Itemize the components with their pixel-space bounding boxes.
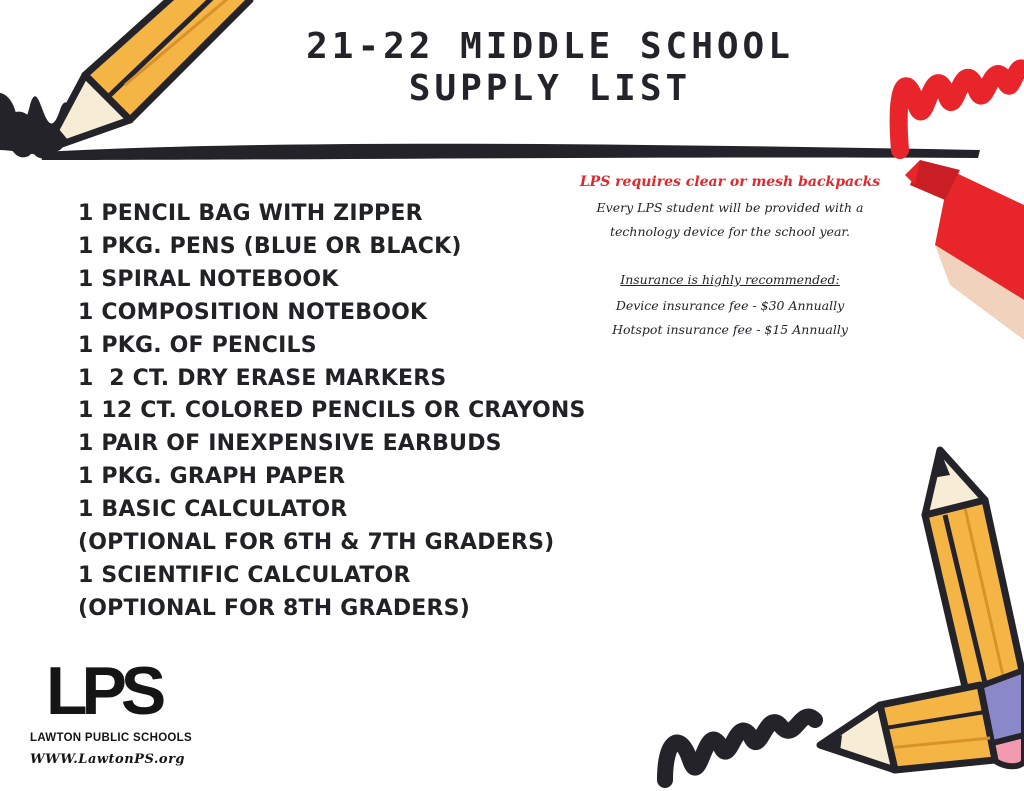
list-item: (OPTIONAL FOR 8TH GRADERS) — [78, 595, 470, 621]
scribble-top-right-icon — [899, 68, 1024, 150]
list-item: 1 SCIENTIFIC CALCULATOR — [78, 562, 411, 588]
list-item: 1 PKG. OF PENCILS — [78, 332, 317, 358]
lps-logo — [30, 653, 210, 767]
insurance-heading: Insurance is highly recommended: — [620, 272, 840, 287]
list-item: 1 PENCIL BAG WITH ZIPPER — [78, 201, 423, 226]
backpack-note: LPS requires clear or mesh backpacks — [579, 174, 881, 190]
pencil-bottom-right-vertical-icon — [925, 450, 1024, 766]
info-block — [530, 174, 930, 342]
logo-mark: LPS — [46, 653, 161, 729]
divider-brush-line — [40, 144, 980, 160]
logo-school-name: LAWTON PUBLIC SCHOOLS — [30, 732, 192, 744]
list-item: 1 BASIC CALCULATOR — [78, 497, 348, 523]
device-insurance-fee: Device insurance fee - $30 Annually — [615, 298, 845, 313]
hotspot-insurance-fee: Hotspot insurance fee - $15 Annually — [612, 322, 848, 337]
pencil-bottom-right-horizontal-icon — [820, 685, 995, 770]
list-item: 1 SPIRAL NOTEBOOK — [78, 266, 339, 292]
list-item: 1 PKG. GRAPH PAPER — [78, 464, 346, 490]
pencil-top-left-icon — [45, 0, 250, 150]
device-note-line-1: Every LPS student will be provided with a — [596, 200, 864, 215]
list-item: 1 PAIR OF INEXPENSIVE EARBUDS — [78, 431, 502, 457]
title-line-2: SUPPLY LIST — [408, 68, 692, 109]
list-item: (OPTIONAL FOR 6TH & 7TH GRADERS) — [78, 530, 555, 556]
scribble-bottom-right-icon — [665, 717, 815, 780]
list-item: 1 COMPOSITION NOTEBOOK — [78, 299, 428, 325]
website-url: WWW.LawtonPS.org — [30, 752, 186, 767]
list-item: 1 12 CT. COLORED PENCILS OR CRAYONS — [78, 398, 586, 424]
title-line-1: 21-22 MIDDLE SCHOOL — [306, 26, 794, 67]
list-item: 1 2 CT. DRY ERASE MARKERS — [78, 365, 447, 391]
page-title — [250, 26, 850, 110]
supply-list — [78, 198, 586, 626]
list-item: 1 PKG. PENS (BLUE OR BLACK) — [78, 233, 462, 259]
device-note-line-2: technology device for the school year. — [610, 224, 850, 239]
scribble-top-left-icon — [0, 96, 90, 154]
